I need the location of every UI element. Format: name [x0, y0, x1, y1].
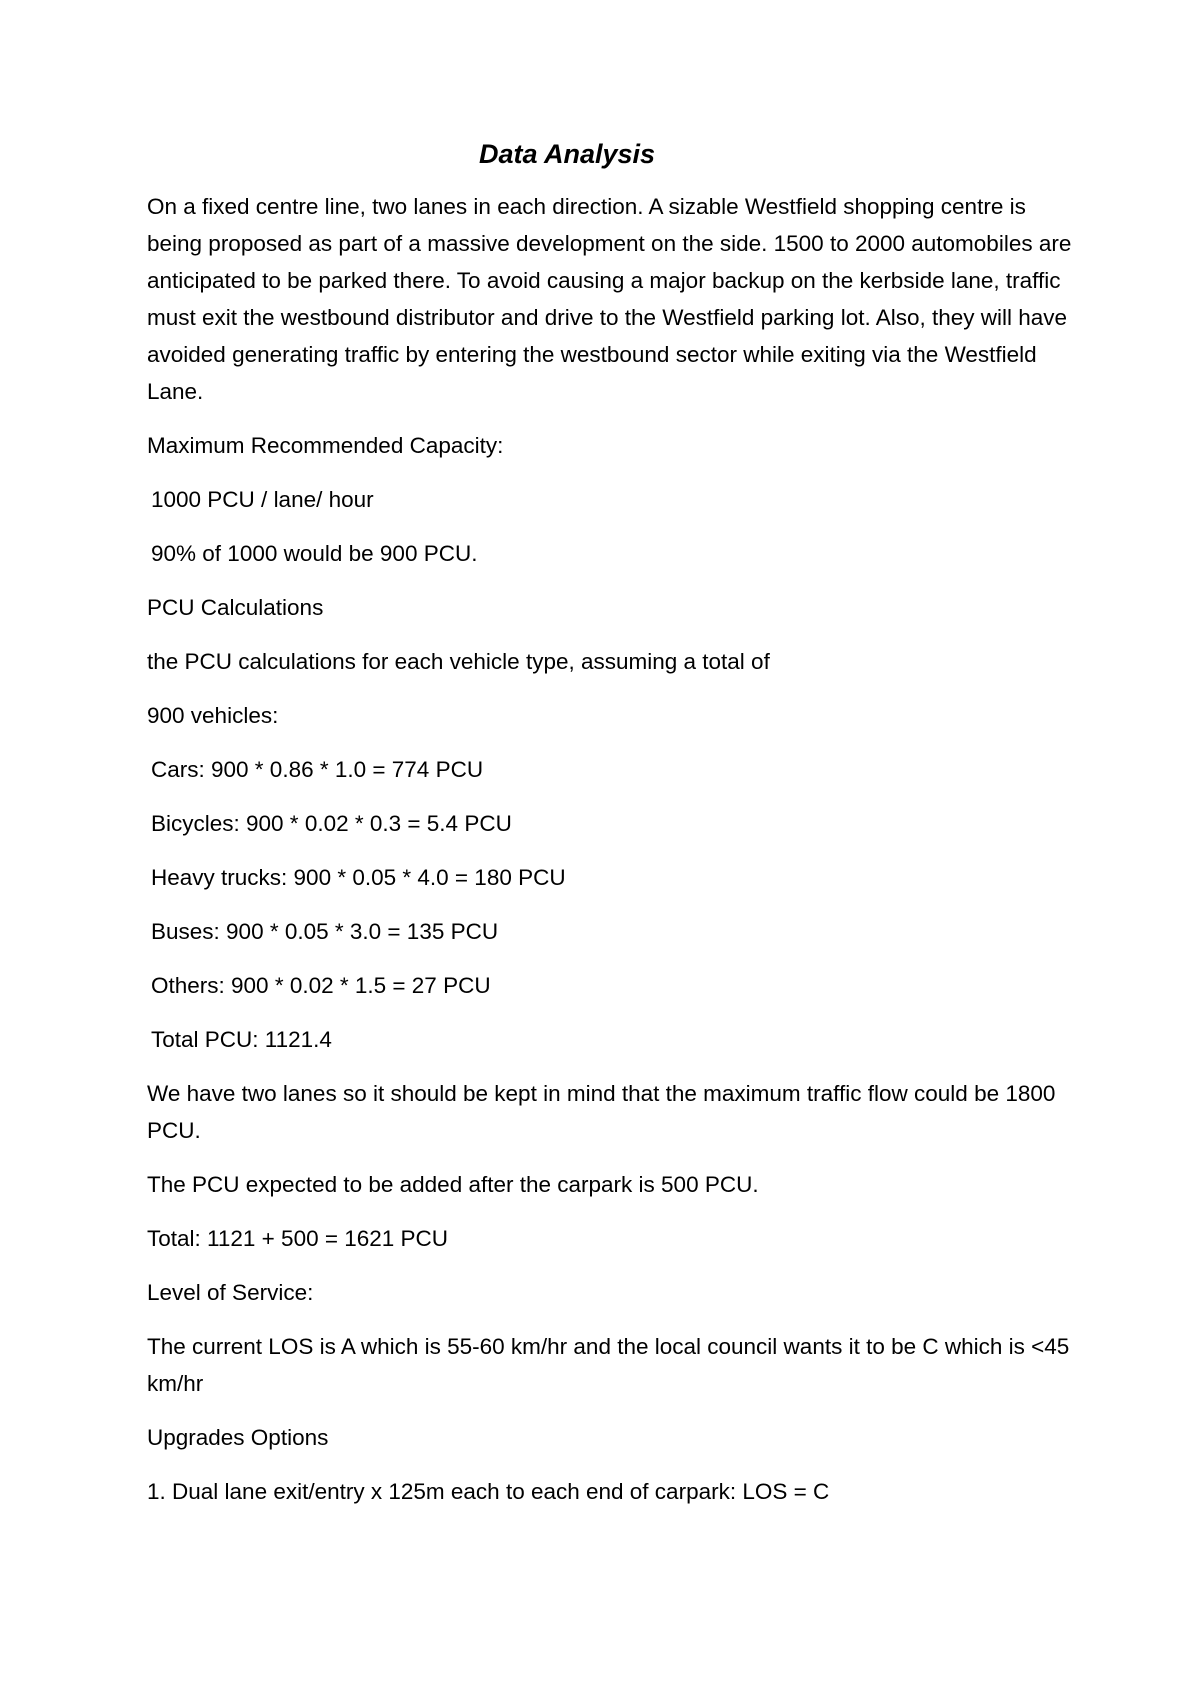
pcu-cars: Cars: 900 * 0.86 * 1.0 = 774 PCU — [151, 757, 484, 783]
pcu-calculations-heading: PCU Calculations — [147, 595, 324, 621]
document-title: Data Analysis — [478, 139, 656, 169]
upgrade-options-heading: Upgrades Options — [147, 1425, 329, 1451]
pcu-others: Others: 900 * 0.02 * 1.5 = 27 PCU — [151, 973, 491, 999]
current-los-paragraph: The current LOS is A which is 55-60 km/hr and the local council wants it to be C which is <45 km/hr — [147, 1334, 1070, 1397]
level-of-service-heading: Level of Service: — [147, 1280, 314, 1306]
combined-total: Total: 1121 + 500 = 1621 PCU — [147, 1226, 449, 1252]
capacity-heading: Maximum Recommended Capacity: — [147, 433, 504, 459]
upgrade-option-1: 1. Dual lane exit/entry x 125m each to each end of carpark: LOS = C — [147, 1479, 830, 1505]
document-page — [147, 138, 1087, 1527]
pcu-vehicle-total: 900 vehicles: — [147, 703, 279, 729]
max-flow-paragraph: We have two lanes so it should be kept in mind that the maximum traffic flow could be 1800 PCU. — [147, 1081, 1056, 1144]
pcu-heavy-trucks: Heavy trucks: 900 * 0.05 * 4.0 = 180 PCU — [151, 865, 566, 891]
intro-paragraph: On a fixed centre line, two lanes in each direction. A sizable Westfield shopping centre is being proposed as part of a massive development on the side. 1500 to 2000 automobiles are anticipated to be parked there. To avoid causing a major backup on the kerbside lane, traffic must exit the westbound distributor and drive to the Westfield parking lot. Also, they will have avoided generating traffic by entering the westbound sector while exiting via the Westfield Lane. — [147, 194, 1072, 405]
carpark-pcu-paragraph: The PCU expected to be added after the carpark is 500 PCU. — [147, 1172, 759, 1198]
capacity-per-lane: 1000 PCU / lane/ hour — [151, 487, 374, 513]
pcu-total: Total PCU: 1121.4 — [151, 1027, 332, 1053]
pcu-buses: Buses: 900 * 0.05 * 3.0 = 135 PCU — [151, 919, 499, 945]
pcu-calculations-intro: the PCU calculations for each vehicle type, assuming a total of — [147, 649, 770, 675]
pcu-bicycles: Bicycles: 900 * 0.02 * 0.3 = 5.4 PCU — [151, 811, 512, 837]
capacity-ninety-percent: 90% of 1000 would be 900 PCU. — [151, 541, 478, 567]
